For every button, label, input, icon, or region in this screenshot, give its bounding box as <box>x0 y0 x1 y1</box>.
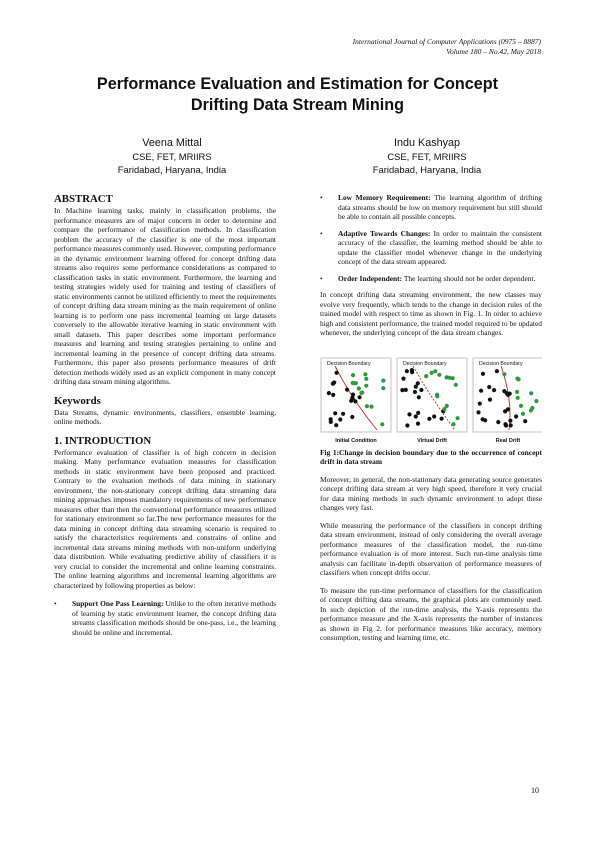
data-point <box>358 395 362 399</box>
data-point <box>365 404 369 408</box>
panel-label: Decision Boundary <box>479 360 523 367</box>
data-point <box>478 401 482 405</box>
data-point <box>363 372 367 376</box>
list-item-text: In order to maintain the consistent accuracy of the classifier, the learning method should be able to update the classifier model whenever change in the underlying concept of the data stream appeared. <box>338 228 542 266</box>
author-name: Indu Kashyap <box>393 137 461 149</box>
panel-caption: Real Drift <box>495 437 521 444</box>
data-point <box>437 372 441 376</box>
data-point <box>405 423 409 427</box>
data-point <box>487 384 491 388</box>
data-point <box>432 414 436 418</box>
panel-label: Decision Boundary <box>403 360 447 367</box>
data-point <box>332 380 336 384</box>
data-point <box>414 384 418 388</box>
data-point <box>357 386 361 390</box>
author-dept: CSE, FET, MRIIRS <box>387 151 467 162</box>
data-point <box>509 423 513 427</box>
data-point <box>515 389 519 393</box>
right-column <box>320 193 542 643</box>
panel-caption: Initial Condition <box>335 437 377 444</box>
data-point <box>405 369 409 373</box>
data-point <box>514 414 518 418</box>
author-place: Faridabad, Haryana, India <box>372 164 482 175</box>
data-point <box>479 388 483 392</box>
data-point <box>327 391 331 395</box>
data-point <box>424 374 428 378</box>
data-point <box>496 420 500 424</box>
author-dept: CSE, FET, MRIIRS <box>132 151 212 162</box>
data-point <box>517 377 521 381</box>
panel-frame <box>397 358 467 432</box>
author-block-2 <box>327 137 527 176</box>
data-point <box>381 378 385 382</box>
author-block-1 <box>72 137 272 176</box>
keywords-text: Data Streams, dynamic environments, classifiers, ensemble learning, online methods. <box>54 407 276 426</box>
figure-caption: Fig 1:Change in decision boundary due to the occurrence of concept drift in data stream <box>320 447 542 466</box>
properties-list-right <box>320 193 542 283</box>
data-point <box>331 392 335 396</box>
journal-header <box>353 37 541 57</box>
bullet-icon: • <box>54 599 57 608</box>
data-point <box>519 403 523 407</box>
data-point <box>516 395 520 399</box>
paragraph: To measure the run-time performance of classifiers for the classification of concept drifting data streams, the graphical plots are commonly used. In such depiction of the run-time analysis, the Y-axis represents the performance measure and the X-axis represents the number of instances as shown in Fig 2. for performance measures like accuracy, memory consumption, testing and learning time, etc. <box>320 585 542 642</box>
data-point <box>335 370 339 374</box>
data-point <box>364 383 368 387</box>
data-point <box>416 410 420 414</box>
data-point <box>506 407 510 411</box>
page-number: 10 <box>531 786 539 795</box>
data-point <box>529 408 533 412</box>
paragraph: In concept drifting data streaming environment, the new classes may evolve very frequently, which tends to the change in decision rules of the trained model with respect to time as shown in Fig. 1. In order to achieve high and consistent performance, the trained model required to be updated whenever, the underlying concept of the data stream changes. <box>320 290 542 337</box>
data-point <box>492 388 496 392</box>
data-point <box>334 423 338 427</box>
data-point <box>502 372 506 376</box>
data-point <box>454 382 458 386</box>
data-point <box>476 410 480 414</box>
data-point <box>506 392 510 396</box>
list-item-label: Low Memory Requirement: <box>338 193 431 202</box>
list-item <box>320 229 542 267</box>
list-item-text: The learning should not be order dependent. <box>402 273 536 283</box>
data-point <box>521 411 525 415</box>
data-point <box>351 373 355 377</box>
data-point <box>407 412 411 416</box>
data-point <box>410 368 414 372</box>
data-point <box>360 390 364 394</box>
title-line-2: Drifting Data Stream Mining <box>190 96 405 114</box>
bullet-icon: • <box>320 193 323 202</box>
data-point <box>430 370 434 374</box>
data-point <box>381 386 385 390</box>
concept-drift-figure <box>320 350 542 448</box>
data-point <box>435 394 439 398</box>
abstract-heading: ABSTRACT <box>54 193 113 205</box>
data-point <box>352 381 356 385</box>
list-item <box>320 193 542 222</box>
data-point <box>427 416 431 420</box>
data-point <box>483 418 487 422</box>
intro-text: Performance evaluation of classifier is of high concern in decision making. Many performance evaluation measures for classification methods in static environment have been proposed and practiced. Contrary to the evaluation methods of data mining in stationary environment, the non-stationary concept drifting data streaming data mining approaches imposes mandatory requirements of new performance measures other than then the conventional performance measures utilized for stationary environment so far.The new performance measures for the data mining in concept drifting data streaming scenario is required to satisfy the characteristics requirements and constrains of online and incremental data streams mining methods with non-uniform underlying data distribution. While evaluating predictive ability of classifiers it is very crucial to consider the incremental and online learning constraints. The online learning algorithms and incremental learning algorithms are characterized by following properties as below: <box>54 447 276 590</box>
title-line-1: Performance Evaluation and Estimation for Concept <box>96 75 499 93</box>
data-point <box>364 376 368 380</box>
data-point <box>504 423 508 427</box>
data-point <box>351 392 355 396</box>
list-item-label: Adaptive Towards Changes: <box>338 228 431 238</box>
data-point <box>404 387 408 391</box>
list-item <box>54 599 276 637</box>
data-point <box>369 404 373 408</box>
data-point <box>419 387 423 391</box>
data-point <box>456 416 460 420</box>
data-point <box>502 389 506 393</box>
paragraph: While measuring the performance of the classifiers in concept drifting data stream environment, instead of only considering the overall average performance measures of the classification model, the run-time performance evaluation is of more interest. Such run-time analysis time analysis can facilitate in-depth observation of performance measures of classifiers when concept drifts occur. <box>320 520 542 577</box>
data-point <box>333 411 337 415</box>
list-item-label: Order Independent: <box>338 273 403 283</box>
data-point <box>433 369 437 373</box>
left-column <box>54 193 276 644</box>
properties-list-left <box>54 599 276 637</box>
data-point <box>417 395 421 399</box>
data-point <box>508 418 512 422</box>
data-point <box>495 369 499 373</box>
paper-title <box>40 74 555 116</box>
data-point <box>447 375 451 379</box>
data-point <box>488 397 492 401</box>
figure-image <box>320 350 542 448</box>
data-point <box>534 399 538 403</box>
author-place: Faridabad, Haryana, India <box>117 164 227 175</box>
list-item-text: The learning algorithm of drifting data streams should be low on memory requirement but still should be able to contain all possible concepts. <box>338 193 542 221</box>
data-point <box>481 371 485 375</box>
panel-label: Decision Boundary <box>327 360 371 367</box>
data-point <box>341 411 345 415</box>
list-item-text: Unlike to the often iterative methods of learning by static environment learner, the concept drifting data streams classification methods should be one-pass, i.e., the learning should be online and incremental. <box>72 599 276 637</box>
journal-name: International Journal of Computer Applications (0975 – 8887) <box>352 37 541 46</box>
data-point <box>329 419 333 423</box>
data-point <box>413 389 417 393</box>
keywords-heading: Keywords <box>54 394 101 407</box>
paragraph: Moreover, in general, the non-stationary data generating source generates concept drifting data stream at very high speed, therefore it very crucial for data mining methods in such dynamic environment to adopt these changes very fast. <box>320 474 542 512</box>
author-name: Veena Mittal <box>142 137 202 149</box>
data-point <box>523 419 527 423</box>
panel-caption: Virtual Drift <box>417 437 447 444</box>
data-point <box>380 422 384 426</box>
data-point <box>442 407 446 411</box>
data-point <box>529 391 533 395</box>
intro-heading: 1. INTRODUCTION <box>54 434 152 447</box>
list-item <box>320 274 542 284</box>
journal-volume: Volume 180 – No.42, May 2018 <box>446 47 541 56</box>
data-point <box>414 414 418 418</box>
data-point <box>350 414 354 418</box>
data-point <box>451 422 455 426</box>
data-point <box>401 376 405 380</box>
abstract-text: In Machine learning tasks, mainly in classification problems, the performance measures are of major concern in order to determine and compare the performance of classification methods. In classification problem the accuracy of the classifier is one of the most important performance measures commonly used. However, computing performance in the dynamic environment learning offered for concept drifting data streams also requires some performance considerations as compared to classification tasks in static environment. Furthermore, the learning and testing strategies widely used for training and testing of classifiers of static environments cannot be utilized efficiently to meet the requirements of concept drifting data stream mining as the main requirement of online learning is to perform one pass incremental learning on large datasets conversely to the allowable iterative learning in static environment with small datasets. This paper describes some important performance measures and learning and testing strategies pertaining to online and incremental learning in the presence of concept drifting data streams. Furthermore, this paper also presents performance measures of drift detection methods widely used as an explicit component in many concept drifting data stream mining algorithms. <box>54 206 276 386</box>
data-point <box>345 387 349 391</box>
list-item-label: Support One Pass Learning: <box>72 599 164 608</box>
bullet-icon: • <box>320 228 323 238</box>
data-point <box>338 417 342 421</box>
data-point <box>416 421 420 425</box>
data-point <box>440 416 444 420</box>
bullet-icon: • <box>320 273 323 283</box>
